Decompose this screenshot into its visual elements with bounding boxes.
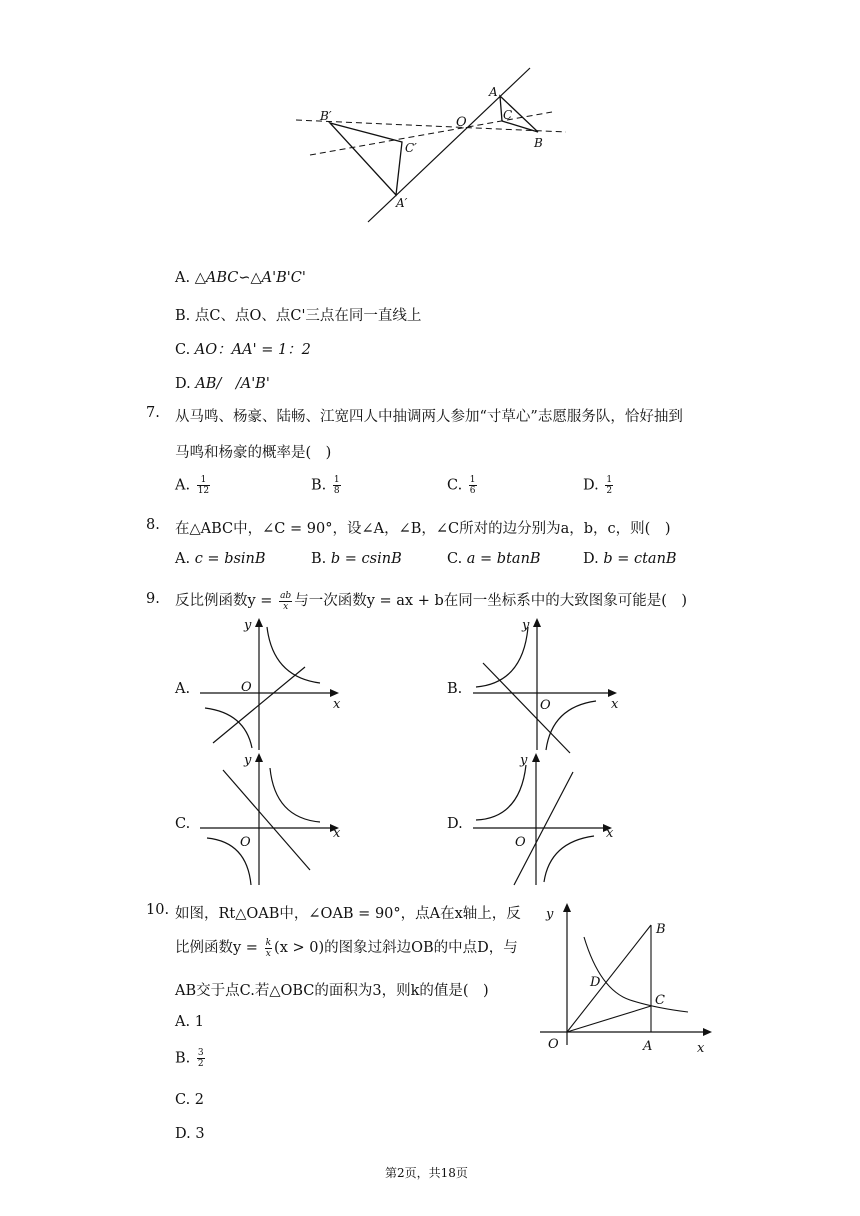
q9-graph-b (468, 615, 628, 755)
axis-x-label: x (606, 826, 614, 841)
q9-graph-a (195, 615, 345, 755)
label-b-prime: B′ (320, 109, 332, 123)
q7-option-d: D. $\frac{1}{2}$ (583, 475, 613, 496)
q9-text: 反比例函数y = $\frac{ab}{x}$ 与一次函数y = ax + b在同一坐标系中的大致图象可能是( ) (175, 590, 688, 612)
q9-number: 9. (146, 591, 160, 607)
label-y: y (546, 907, 554, 922)
q9-graph-d (468, 750, 628, 890)
q9-option-c-label: C. (175, 816, 191, 832)
page-footer: 第2页，共18页 (385, 1166, 468, 1180)
label-b: B (656, 922, 666, 937)
q10-option-a: A. 1 (175, 1014, 204, 1030)
q9-option-d-label: D. (447, 816, 463, 832)
x-arrow-icon (703, 1028, 712, 1036)
q6-figure (280, 60, 580, 230)
hyperbola-q3 (205, 708, 252, 748)
q10-option-d: D. 3 (175, 1126, 205, 1142)
hyperbola-q2 (476, 627, 528, 687)
origin-label: O (241, 680, 252, 695)
segment-oc (567, 1006, 651, 1032)
axis-x-label: x (333, 826, 341, 841)
label-c-prime: C′ (405, 141, 417, 155)
q8-number: 8. (146, 517, 160, 533)
hyperbola-q4 (546, 701, 596, 750)
q10-option-b: B. $\frac{3}{2}$ (175, 1048, 204, 1069)
hyperbola-q1 (270, 768, 320, 822)
label-x: x (697, 1041, 705, 1056)
q6-option-a: A. △ABC∽△A'B'C' (175, 270, 306, 286)
q10-line2: 比例函数y = $\frac{k}{x}$ (x > 0)的图象过斜边OB的中点D，与 (175, 937, 518, 959)
label-o: O (548, 1037, 559, 1052)
q7-line1: 从马鸣、杨豪、陆畅、江宽四人中抽调两人参加“寸草心”志愿服务队，恰好抽到 (175, 409, 683, 425)
hyperbola-q2 (476, 765, 526, 820)
q8-option-a: A. c = bsinB (175, 551, 266, 567)
q8-option-d: D. b = ctanB (583, 551, 677, 567)
label-b: B (534, 136, 543, 150)
axis-y-label: y (520, 753, 528, 768)
q8-text: 在△ABC中，∠C = 90°，设∠A，∠B，∠C所对的边分别为a，b，c，则( ) (175, 521, 671, 537)
label-a: A (489, 85, 498, 99)
q7-option-c: C. $\frac{1}{6}$ (447, 475, 476, 496)
q10-option-c: C. 2 (175, 1092, 205, 1108)
label-d: D (590, 975, 601, 990)
x-arrow-icon (330, 689, 339, 697)
label-o: O (456, 115, 467, 130)
q9-option-b-label: B. (447, 681, 463, 697)
q7-option-b: B. $\frac{1}{8}$ (311, 475, 340, 496)
q9-graph-c (195, 750, 345, 890)
origin-label: O (515, 835, 526, 850)
q8-option-b: B. b = csinB (311, 551, 402, 567)
axis-y-label: y (244, 753, 252, 768)
label-a-prime: A′ (396, 196, 408, 210)
q9-option-a-label: A. (175, 681, 191, 697)
q10-line1: 如图，Rt△OAB中，∠OAB = 90°，点A在x轴上，反 (175, 906, 521, 922)
axis-x-label: x (611, 697, 619, 712)
label-c: C (655, 993, 665, 1008)
axis-y-label: y (522, 618, 530, 633)
linear-line (223, 770, 310, 870)
q6-option-c: C. AO：AA' = 1：2 (175, 342, 311, 358)
label-c: C (503, 108, 513, 122)
q6-option-b: B. 点C、点O、点C'三点在同一直线上 (175, 308, 422, 324)
label-a: A (643, 1039, 653, 1054)
q7-option-a: A. $\frac{1}{12}$ (175, 475, 210, 496)
hyperbola-q4 (544, 836, 594, 882)
dashed-line-c (310, 112, 552, 155)
y-arrow-icon (533, 618, 541, 627)
q7-number: 7. (146, 405, 160, 421)
y-arrow-icon (255, 753, 263, 762)
linear-line (483, 663, 570, 753)
x-arrow-icon (608, 689, 617, 697)
q8-option-c: C. a = btanB (447, 551, 541, 567)
axis-x-label: x (333, 697, 341, 712)
axis-y-label: y (244, 618, 252, 633)
y-arrow-icon (255, 618, 263, 627)
hyperbola-q1 (267, 627, 320, 683)
line-a-a-prime (368, 68, 530, 222)
q10-number: 10. (146, 902, 170, 918)
origin-label: O (240, 835, 251, 850)
y-arrow-icon (563, 903, 571, 912)
q10-line3: AB交于点C.若△OBC的面积为3，则k的值是( ) (175, 983, 489, 999)
q6-option-d: D. AB/ /A'B' (175, 376, 270, 392)
origin-label: O (540, 698, 551, 713)
y-arrow-icon (532, 753, 540, 762)
q10-figure (535, 895, 720, 1060)
q7-line2: 马鸣和杨豪的概率是( ) (175, 445, 332, 461)
triangle-prime (330, 123, 402, 195)
segment-ob (567, 925, 651, 1032)
